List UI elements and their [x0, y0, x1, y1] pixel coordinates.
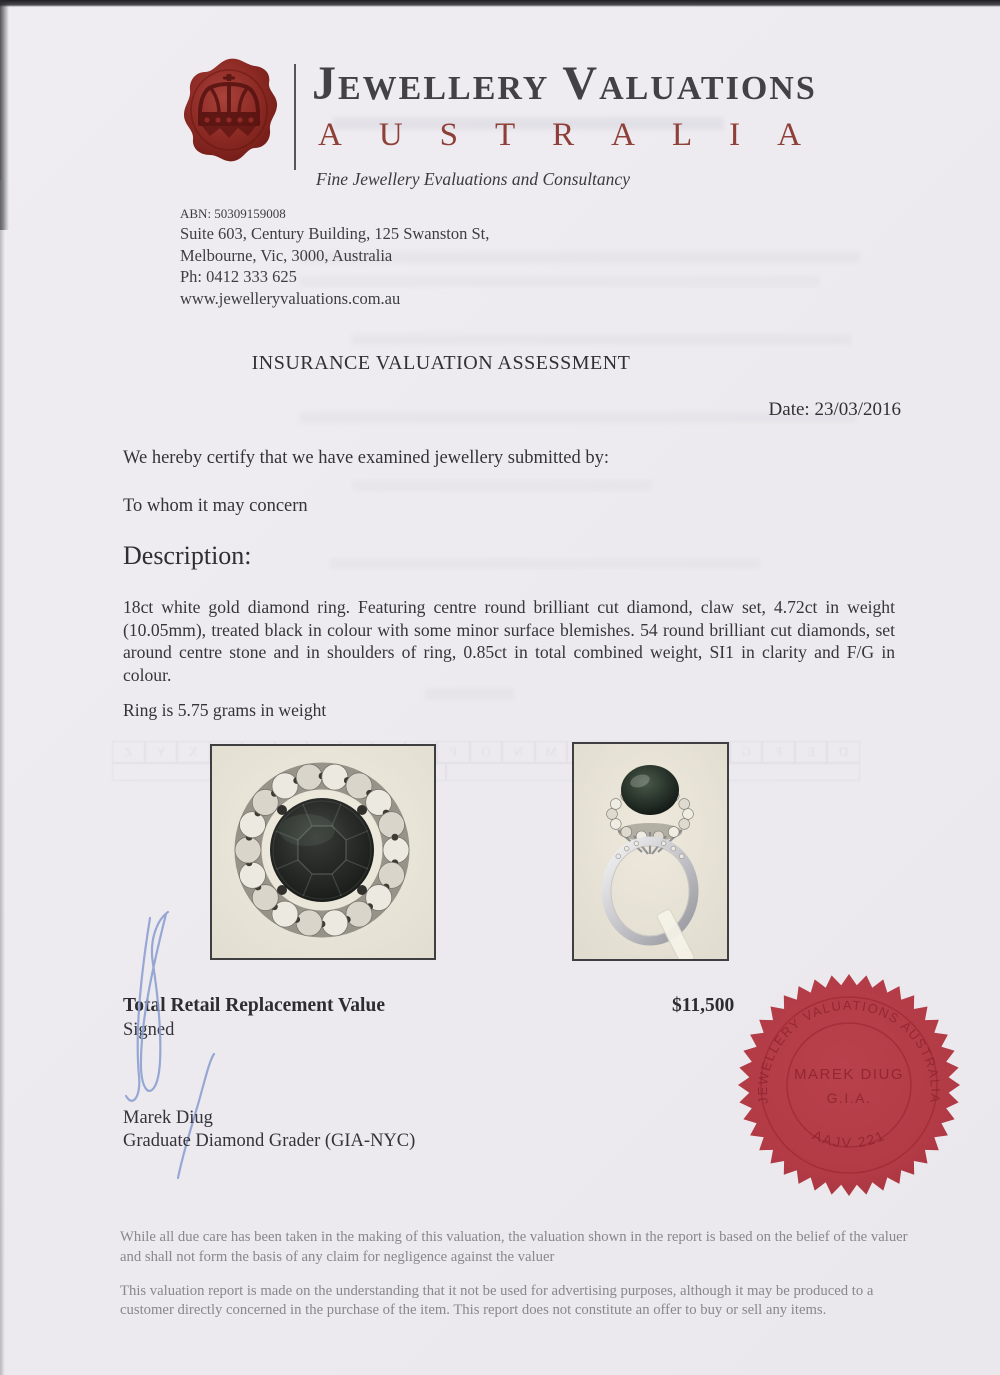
abn-number: ABN: 50309159008 [180, 206, 286, 221]
valuer-title: Graduate Diamond Grader (GIA-NYC) [123, 1131, 416, 1151]
seal-valuer-name: MAREK DIUG [793, 1066, 905, 1083]
header-divider [294, 64, 296, 170]
ghost-grading-letter: Z [112, 741, 145, 763]
scan-edge-top [0, 0, 1000, 7]
ghost-grading-letter: D [827, 741, 860, 763]
description-heading: Description: [123, 541, 252, 570]
disclaimer-paragraph-2: This valuation report is made on the understanding that it not be used for advertising purposes, although it may be produced to a customer directly concerned in the purchase of the item. This report does not constitute an offer to buy or sell any items. [120, 1282, 874, 1319]
wax-seal-logo [174, 56, 284, 182]
brand-name: Jewellery Valuations [312, 57, 817, 110]
ghost-grading-letter: G [730, 741, 763, 763]
certify-line: We hereby certify that we have examined jewellery submitted by: [123, 448, 610, 468]
signed-label: Signed [123, 1020, 175, 1040]
disclaimer-block [120, 1228, 914, 1335]
value-amount: $11,500 [672, 995, 735, 1016]
disclaimer-paragraph-1: While all due care has been taken in the making of this valuation, the valuation shown in the report is based on the belief of the valuer and shall not form the basis of any claim for negligence against the valuer [120, 1229, 908, 1265]
ring-photo-side-view [572, 742, 729, 961]
ghost-bleed-line [425, 688, 515, 700]
document-title: INSURANCE VALUATION ASSESSMENT [251, 352, 631, 374]
ghost-bleed-line [352, 480, 652, 491]
ghost-bleed-line [352, 334, 852, 345]
address-line-2: Melbourne, Vic, 3000, Australia [180, 245, 393, 265]
ghost-grading-letter: M [535, 741, 568, 763]
ghost-bleed-line [330, 558, 760, 569]
ghost-grading-letter: P [437, 741, 470, 763]
brand-tagline: Fine Jewellery Evaluations and Consultancy [316, 169, 630, 189]
submitted-by: To whom it may concern [123, 496, 308, 516]
phone-number: Ph: 0412 333 625 [180, 267, 297, 286]
seal-number-text: AAJV 221 [810, 1126, 888, 1151]
brand-country: AUSTRALIA [318, 117, 838, 153]
ghost-grading-letter: Y [145, 741, 178, 763]
ghost-grading-letter: N [502, 741, 535, 763]
seal-ring-text: JEWELLERY VALUATIONS AUSTRALIA [754, 997, 944, 1105]
value-label: Total Retail Replacement Value [123, 995, 385, 1016]
ghost-grading-letter: X [177, 741, 210, 763]
contact-block [180, 205, 489, 309]
ghost-grading-letter: O [470, 741, 503, 763]
valuer-name: Marek Diug [123, 1108, 213, 1128]
ghost-grading-letter: E [795, 741, 828, 763]
seal-gia-text: G.I.A. [826, 1090, 872, 1106]
ghost-grading-letter: F [762, 741, 795, 763]
document-date: Date: 23/03/2016 [768, 399, 901, 420]
embossed-rosette-seal [736, 971, 962, 1199]
description-text: 18ct white gold diamond ring. Featuring centre round brilliant cut diamond, claw set, 4.72ct in weight (10.05mm), treated black in colour with some minor surface blemishes. 54 round brilliant cut diamonds, set around centre stone and in shoulders of ring, 0.85ct in total combined weight, SI1 in clarity and F/G in colour. [123, 597, 895, 685]
address-line-1: Suite 603, Century Building, 125 Swanston St, [180, 224, 490, 243]
ring-weight-line: Ring is 5.75 grams in weight [123, 700, 327, 720]
website-url: www.jewelleryvaluations.com.au [180, 288, 401, 308]
ring-photo-top-view [210, 744, 436, 960]
